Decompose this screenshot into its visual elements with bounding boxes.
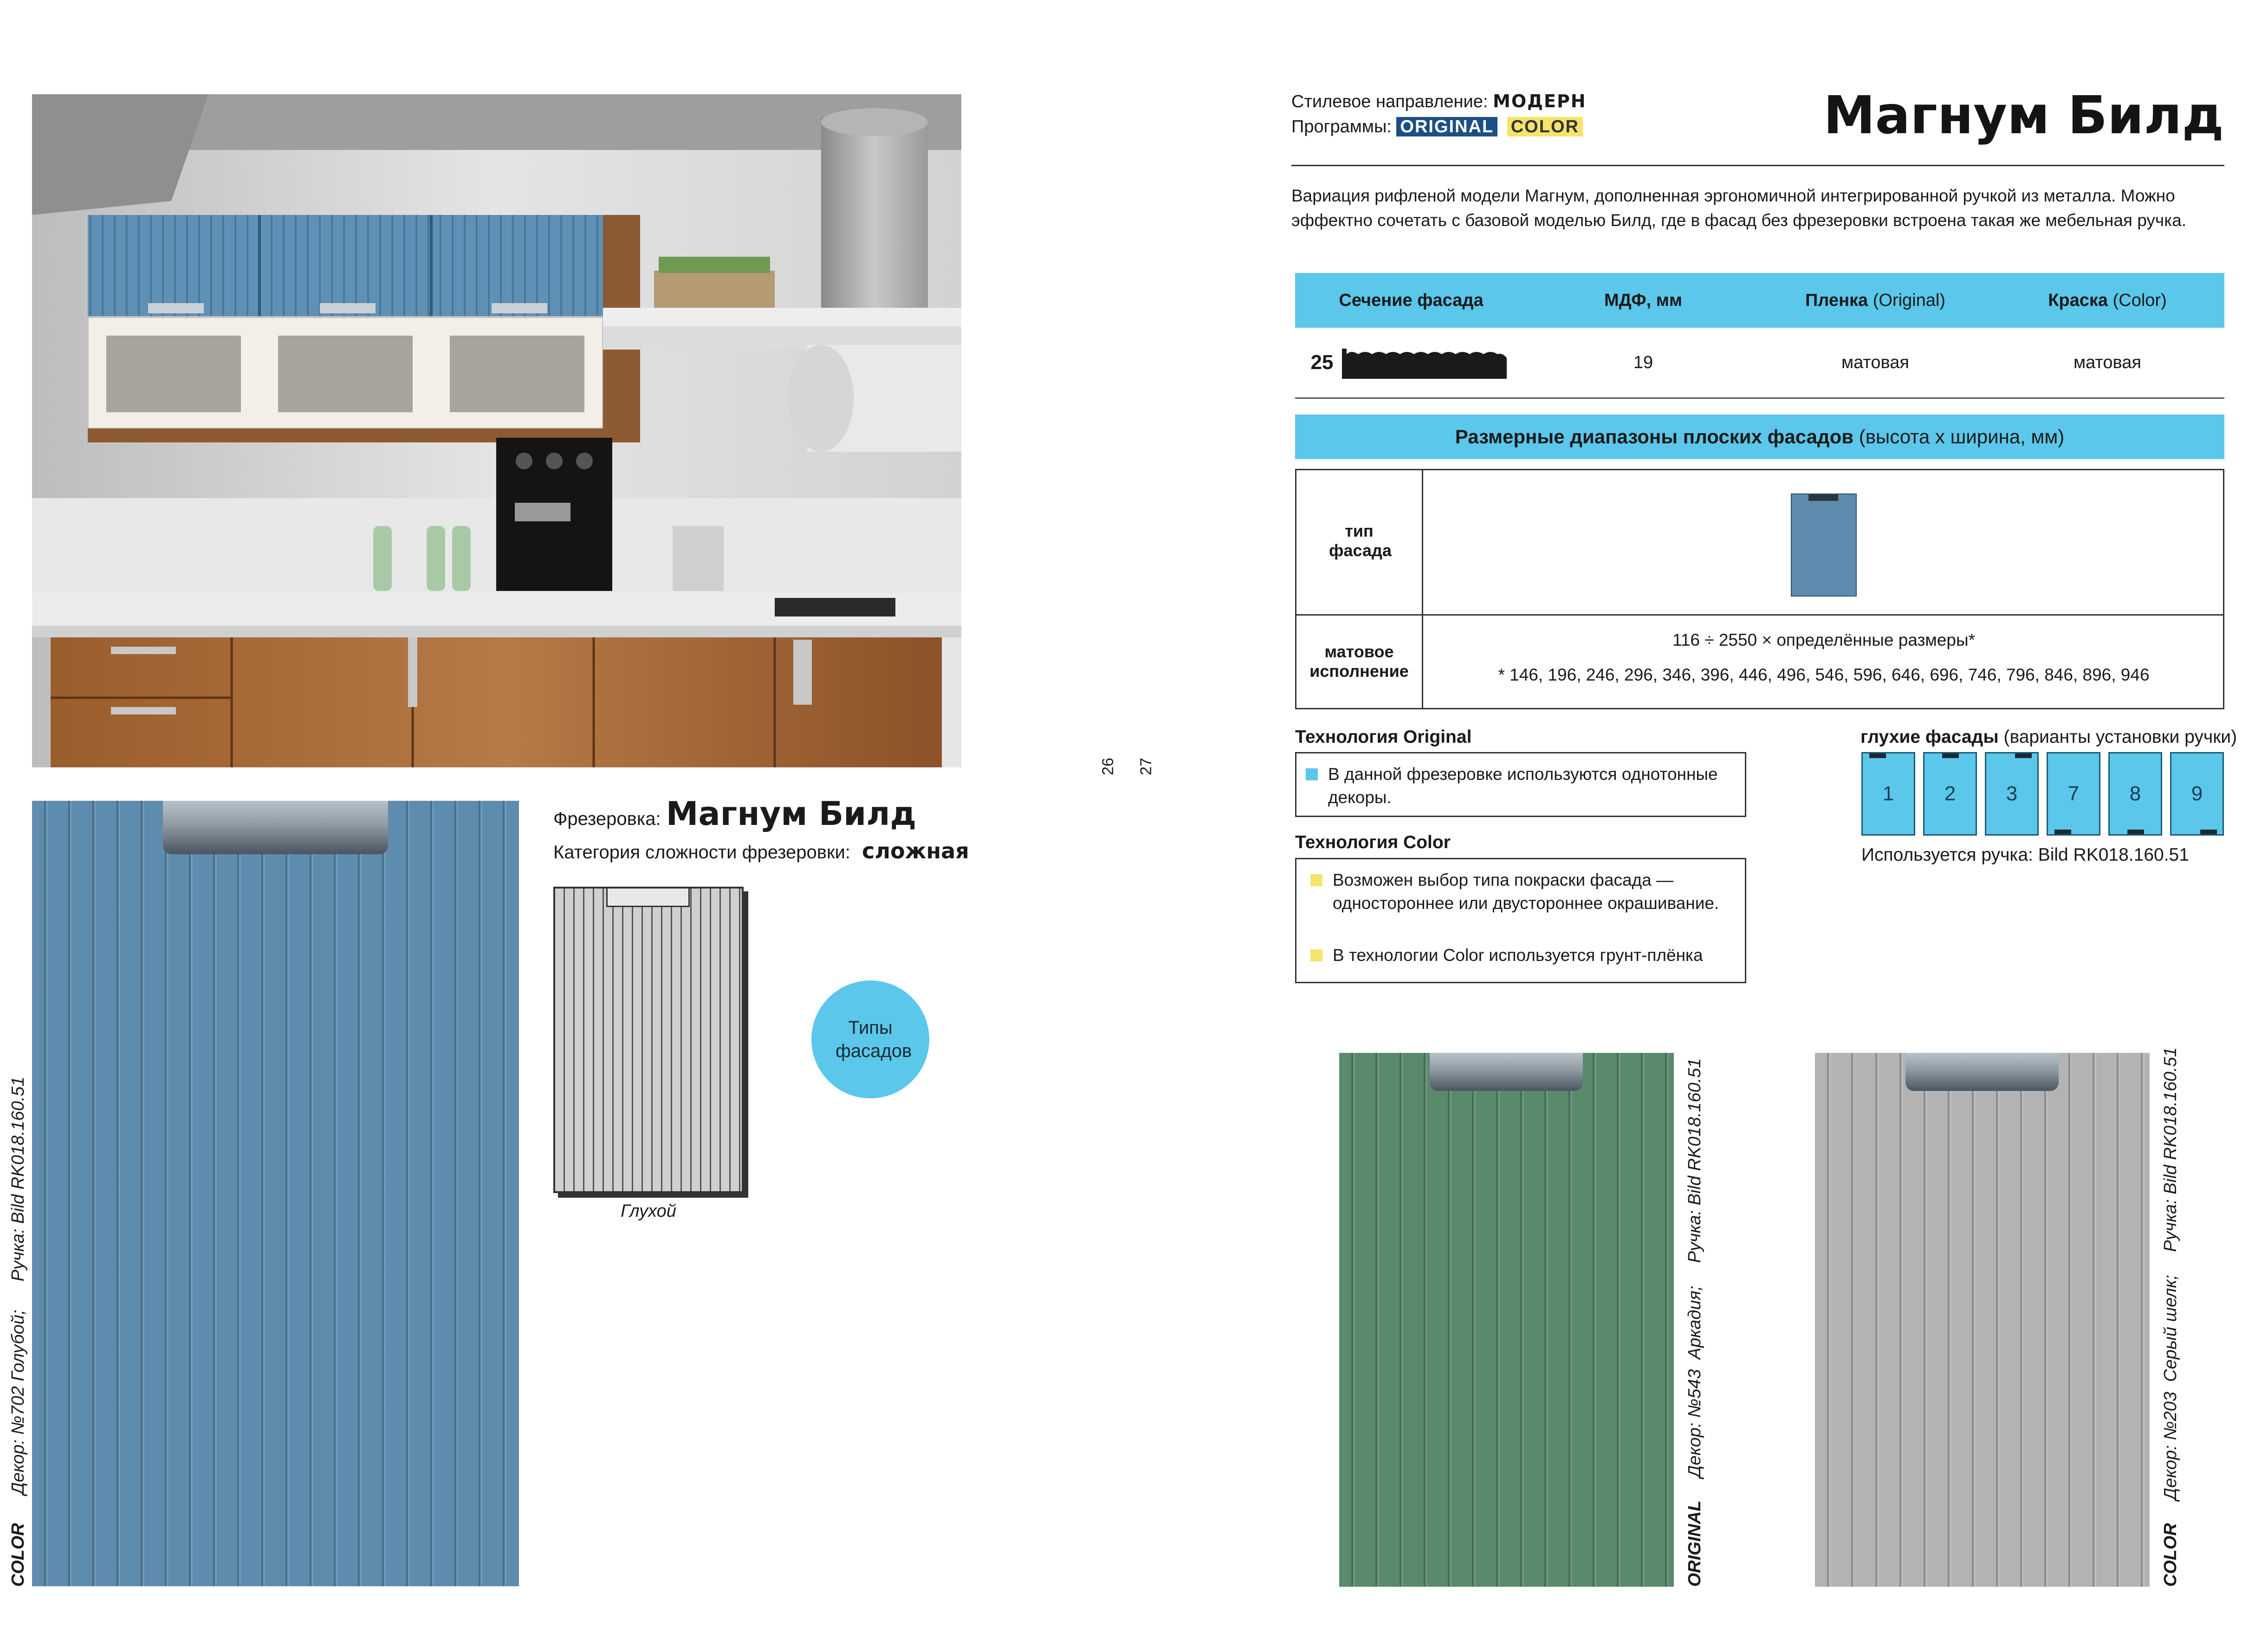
paint-cell: матовая xyxy=(2073,352,2141,372)
section-profile-icon xyxy=(1340,344,1511,381)
milling-title xyxy=(553,795,916,833)
header-film: Пленка (Original) xyxy=(1805,290,1945,310)
tech-color-item: Возможен выбор типа покраски фасада — одностороннее или двустороннее окрашивание. xyxy=(1310,869,1736,915)
complexity-line xyxy=(553,838,969,863)
original-tag: ORIGINAL xyxy=(1396,117,1497,136)
sample-handle: Ручка: Bild RK018.160.51 xyxy=(2161,1047,2180,1252)
complexity-label: Категория сложности фрезеровки: xyxy=(553,842,850,863)
milling-name: Магнум Билд xyxy=(666,795,917,833)
blind-fronts-title: глухие фасады (варианты установки ручки) xyxy=(1860,727,2237,747)
sample-decor: Декор: №702 Голубой; xyxy=(8,1310,28,1495)
section-cell xyxy=(1295,344,1527,381)
sketch-caption: Глухой xyxy=(621,1201,676,1221)
handle-position-1[interactable]: 1 xyxy=(1861,752,1915,836)
programs xyxy=(1291,117,1583,137)
style-direction xyxy=(1291,91,1587,112)
cyan-square-icon xyxy=(1306,768,1318,780)
kitchen-photo xyxy=(32,94,961,767)
yellow-square-icon xyxy=(1310,874,1322,886)
tech-original-title: Технология Original xyxy=(1295,727,1472,747)
facade-handle xyxy=(163,801,388,854)
handle-position-3[interactable]: 3 xyxy=(1985,752,2039,836)
sample-tech: COLOR xyxy=(8,1523,28,1587)
page-number-left: 26 xyxy=(1099,758,1117,775)
color-tag: COLOR xyxy=(1507,117,1583,136)
style-direction-label: Стилевое направление: xyxy=(1291,92,1488,111)
handle-position-7[interactable]: 7 xyxy=(2047,752,2100,836)
sample-decor: Декор: №543 Аркадия; xyxy=(1685,1285,1704,1478)
header-paint: Краска (Color) xyxy=(2048,290,2167,310)
sizes-title-bar xyxy=(1295,415,2224,459)
spec-table xyxy=(1295,273,2224,399)
spec-table-header xyxy=(1295,273,2224,328)
header-section: Сечение фасада xyxy=(1339,290,1484,310)
tech-color-title: Технология Color xyxy=(1295,832,1451,852)
film-cell: матовая xyxy=(1841,352,1909,372)
facade-handle xyxy=(1430,1053,1583,1091)
row-matte-label: матовое исполнение xyxy=(1309,642,1409,681)
sample-decor: Декор: №203 Серый шелк; xyxy=(2161,1275,2180,1500)
handle-position-8[interactable]: 8 xyxy=(2108,752,2162,836)
handle-position-9[interactable]: 9 xyxy=(2170,752,2224,836)
sample-facade-green xyxy=(1339,1053,1674,1587)
size-footnote: * 146, 196, 246, 296, 346, 396, 446, 496, 546, 596, 646, 696, 746, 796, 846, 896, 946 xyxy=(1498,665,2150,684)
sizes-grid xyxy=(1295,469,2224,709)
types-badge-label: Типы фасадов xyxy=(836,1018,912,1061)
spec-table-row xyxy=(1295,328,2224,399)
complexity-value: сложная xyxy=(862,838,969,863)
sample-facade-blue xyxy=(32,801,519,1586)
sketch-handle-cutout xyxy=(606,889,690,907)
page-title: Магнум Билд xyxy=(1823,85,2224,146)
facade-sketch xyxy=(553,887,744,1193)
sample-handle: Ручка: Bild RK018.160.51 xyxy=(8,1077,28,1282)
tech-original-box xyxy=(1295,752,1746,817)
header-mdf: МДФ, мм xyxy=(1604,290,1682,310)
mdf-cell: 19 xyxy=(1633,352,1653,372)
sample-label-green xyxy=(1685,1058,1705,1587)
tech-original-item: В данной фрезеровке используются однотонные декоры. xyxy=(1306,763,1736,809)
row-type-label: тип фасада xyxy=(1329,521,1392,560)
facade-handle xyxy=(1905,1053,2059,1091)
handle-position-2[interactable]: 2 xyxy=(1923,752,1977,836)
style-direction-value: МОДЕРН xyxy=(1493,91,1587,111)
programs-label: Программы: xyxy=(1291,117,1392,136)
milling-prefix: Фрезеровка: xyxy=(553,809,661,829)
description: Вариация рифленой модели Магнум, дополненная эргономичной интегрированной ручкой из металла. Можно эффектно сочетать с базовой моделью Билд, где в фасад без фрезеровки встроена такая же мебельная ручка. xyxy=(1291,186,2187,230)
yellow-square-icon xyxy=(1310,949,1322,961)
sample-label-blue xyxy=(8,1077,28,1587)
facade-thumbnail xyxy=(1791,493,1857,597)
sample-tech: COLOR xyxy=(2161,1523,2180,1587)
types-of-facades-button[interactable] xyxy=(811,980,929,1098)
sample-tech: ORIGINAL xyxy=(1685,1500,1704,1587)
handle-note: Используется ручка: Bild RK018.160.51 xyxy=(1861,845,2189,865)
sample-label-grey xyxy=(2161,1047,2181,1587)
title-rule xyxy=(1291,165,2224,166)
page-number-right: 27 xyxy=(1137,758,1155,775)
thickness-value: 25 xyxy=(1310,351,1334,374)
sizes-title: Размерные диапазоны плоских фасадов xyxy=(1455,426,1854,448)
sample-handle: Ручка: Bild RK018.160.51 xyxy=(1685,1058,1704,1263)
sizes-subtitle: (высота х ширина, мм) xyxy=(1853,426,2065,448)
size-range: 116 ÷ 2550 × определённые размеры* xyxy=(1672,630,1975,649)
tech-color-box xyxy=(1295,858,1746,983)
tech-color-item: В технологии Color используется грунт-плёнка xyxy=(1310,944,1736,967)
sample-facade-grey xyxy=(1815,1053,2150,1587)
